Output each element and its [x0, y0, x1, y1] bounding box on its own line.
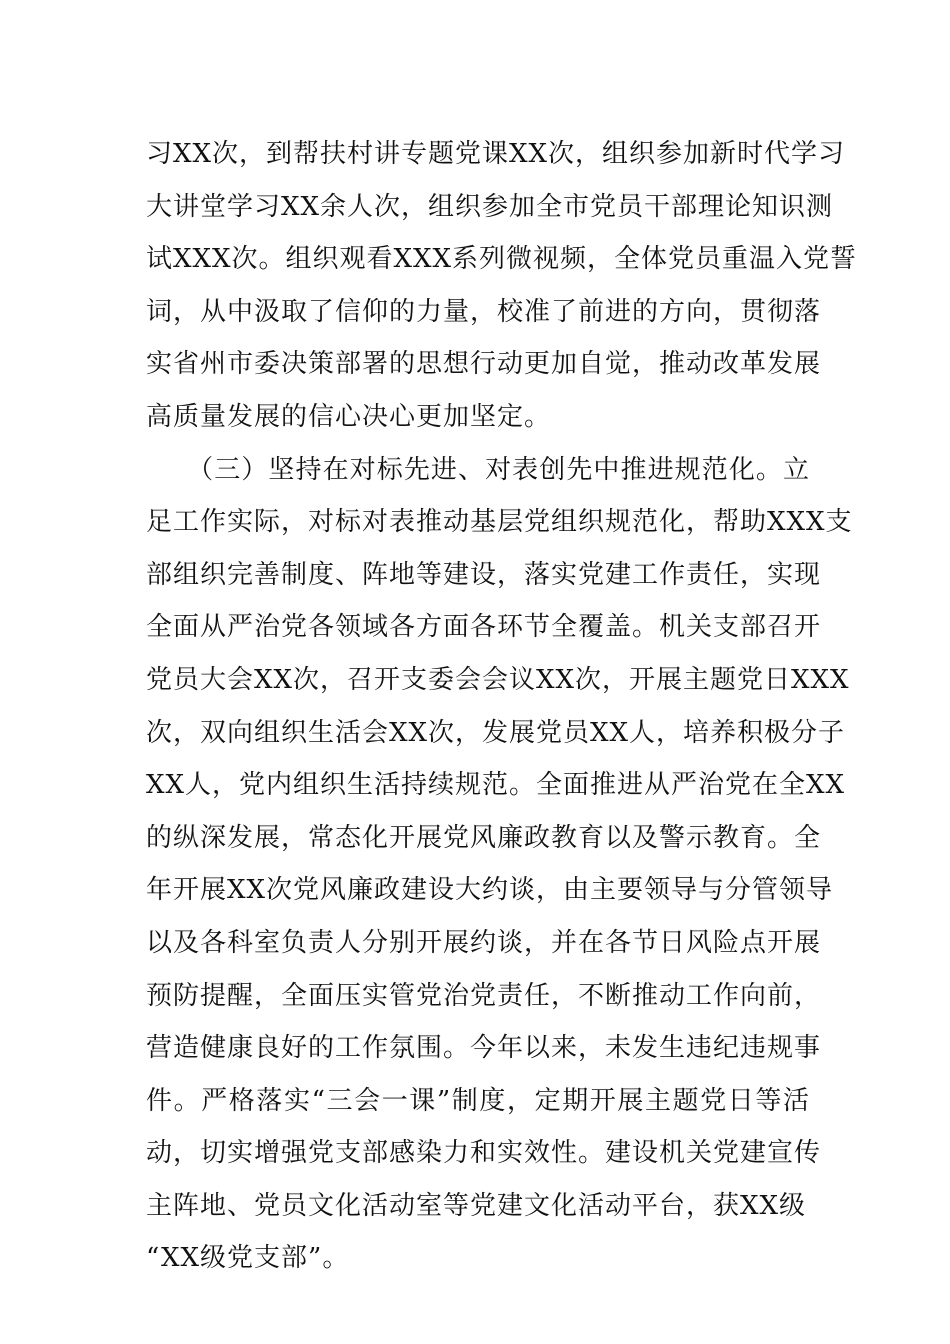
text-line: 营造健康良好的工作氛围。今年以来，未发生违纪违规事 — [146, 1033, 822, 1064]
text-line: 件。严格落实“三会一课”制度，定期开展主题党日等活 — [146, 1085, 810, 1116]
text-line: 全面从严治党各领域各方面各环节全覆盖。机关支部召开 — [146, 612, 822, 643]
text-line: 动，切实增强党支部感染力和实效性。建设机关党建宣传 — [146, 1138, 822, 1169]
section-heading-line: （三）坚持在对标先进、对表创先中推进规范化。立 — [146, 454, 810, 485]
text-line: “XX级党支部”。 — [146, 1243, 350, 1274]
text-line: 主阵地、党员文化活动室等党建文化活动平台，获XX级 — [146, 1190, 807, 1221]
text-line: 年开展XX次党风廉政建设大约谈，由主要领导与分管领导 — [146, 875, 834, 906]
text-line: XX人，党内组织生活持续规范。全面推进从严治党在全XX — [146, 770, 846, 801]
text-line: 高质量发展的信心决心更加坚定。 — [146, 401, 552, 432]
text-line: 部组织完善制度、阵地等建设，落实党建工作责任，实现 — [146, 559, 822, 590]
text-line: 以及各科室负责人分别开展约谈，并在各节日风险点开展 — [146, 927, 822, 958]
text-line: 预防提醒，全面压实管党治党责任，不断推动工作向前， — [146, 980, 822, 1011]
text-line: 试XXX次。组织观看XXX系列微视频，全体党员重温入党誓 — [146, 244, 858, 275]
text-line: 次，双向组织生活会XX次，发展党员XX人，培养积极分子 — [146, 717, 846, 748]
text-line: 实省州市委决策部署的思想行动更加自觉，推动改革发展 — [146, 349, 822, 380]
text-line: 足工作实际，对标对表推动基层党组织规范化，帮助XXX支 — [146, 507, 853, 538]
text-line: 党员大会XX次，召开支委会会议XX次，开展主题党日XXX — [146, 664, 850, 695]
text-line: 的纵深发展，常态化开展党风廉政教育以及警示教育。全 — [146, 822, 822, 853]
text-line: 习XX次，到帮扶村讲专题党课XX次，组织参加新时代学习 — [146, 139, 846, 169]
text-line: 大讲堂学习XX余人次，组织参加全市党员干部理论知识测 — [146, 191, 834, 222]
text-line: 词，从中汲取了信仰的力量，校准了前进的方向，贯彻落 — [146, 296, 822, 327]
body-text — [146, 128, 858, 1285]
